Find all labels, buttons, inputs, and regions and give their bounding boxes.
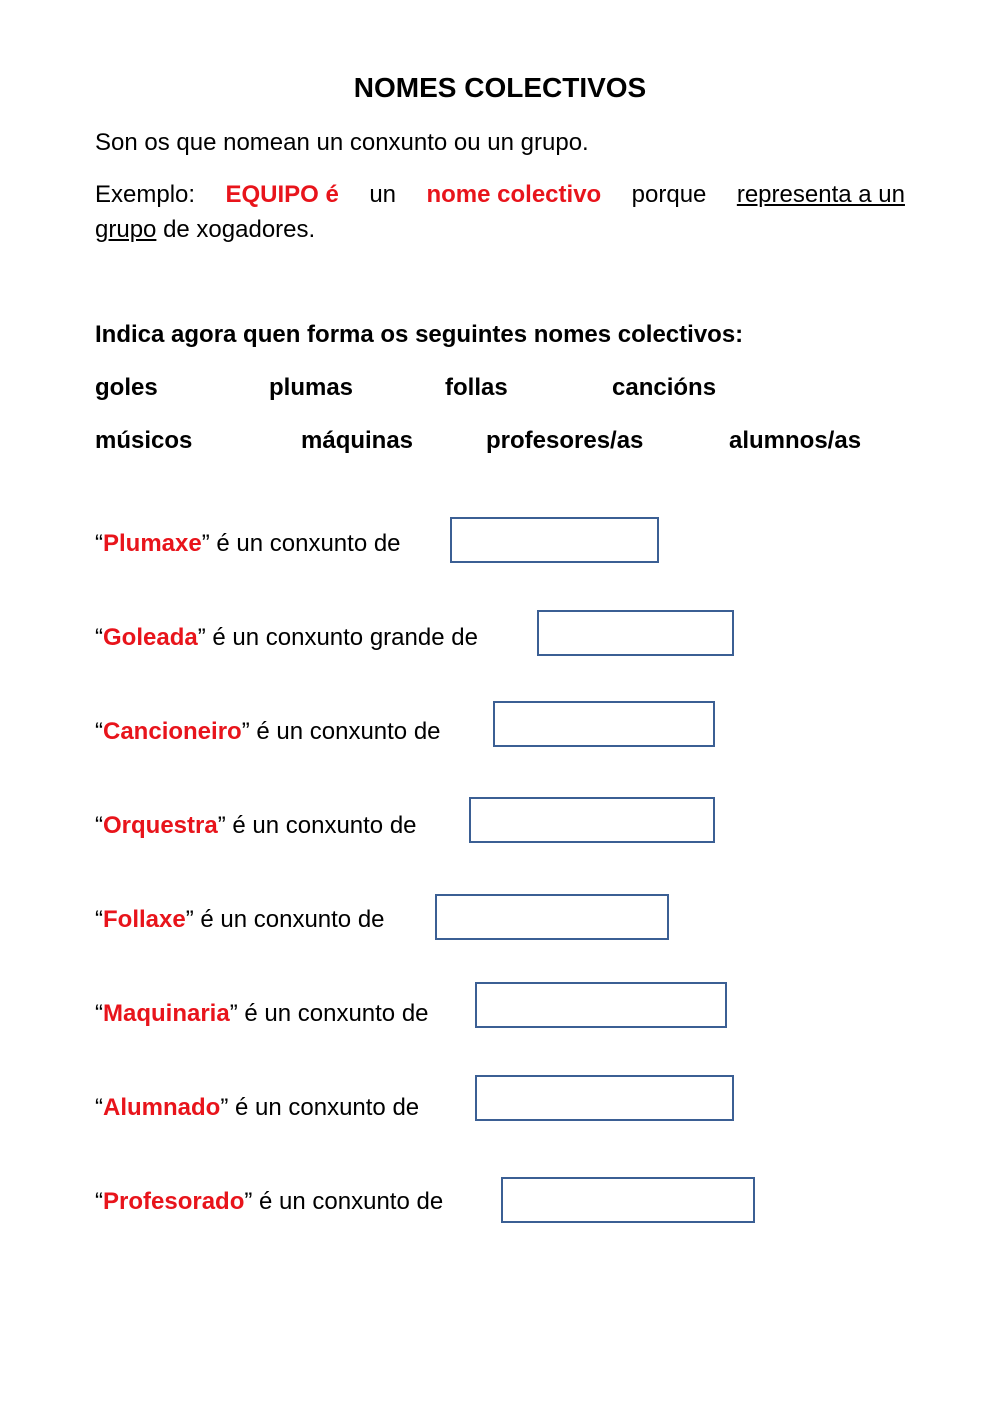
exercise-alumnado: “Alumnado” é un conxunto de — [95, 1094, 420, 1121]
example-word: EQUIPO é — [225, 181, 339, 208]
collective-noun: Follaxe — [103, 906, 186, 933]
answer-input-plumaxe[interactable] — [450, 517, 659, 563]
exercise-goleada: “Goleada” é un conxunto grande de — [95, 624, 478, 651]
word-bank-item: follas — [445, 374, 508, 401]
answer-input-goleada[interactable] — [537, 610, 734, 656]
answer-input-follaxe[interactable] — [435, 894, 669, 940]
example-term: nome colectivo — [426, 181, 602, 208]
page-title: NOMES COLECTIVOS — [353, 72, 647, 103]
instruction-text: Indica agora quen forma os seguintes nomes colectivos: — [95, 321, 744, 348]
collective-noun: Maquinaria — [103, 1000, 230, 1027]
example-underlined-2: grupo — [95, 216, 157, 243]
collective-noun: Goleada — [103, 624, 198, 651]
example-underlined-1: representa a un — [736, 181, 905, 208]
example-end: de xogadores. — [163, 216, 316, 243]
example-mid: porque — [631, 181, 707, 208]
answer-input-maquinaria[interactable] — [475, 982, 727, 1028]
exercise-cancioneiro: “Cancioneiro” é un conxunto de — [95, 718, 441, 745]
collective-noun: Profesorado — [103, 1188, 245, 1215]
word-bank-item: goles — [95, 374, 158, 401]
word-bank-item: plumas — [269, 374, 354, 401]
answer-input-orquestra[interactable] — [469, 797, 715, 843]
answer-input-cancioneiro[interactable] — [493, 701, 715, 747]
answer-input-alumnado[interactable] — [475, 1075, 734, 1121]
word-bank-item: profesores/as — [486, 427, 644, 454]
collective-noun: Alumnado — [103, 1094, 221, 1121]
example-line-1 — [95, 181, 905, 209]
collective-noun: Orquestra — [103, 812, 218, 839]
exercise-orquestra: “Orquestra” é un conxunto de — [95, 812, 417, 839]
example-line-2 — [95, 216, 315, 244]
example-connector: un — [369, 181, 397, 208]
answer-input-profesorado[interactable] — [501, 1177, 755, 1223]
word-bank-item: máquinas — [301, 427, 414, 454]
collective-noun: Plumaxe — [103, 530, 202, 557]
exercise-plumaxe: “Plumaxe” é un conxunto de — [95, 530, 401, 557]
example-label: Exemplo: — [95, 181, 196, 208]
word-bank-item: alumnos/as — [729, 427, 862, 454]
definition-text: Son os que nomean un conxunto ou un grupo. — [95, 129, 589, 156]
word-bank-row-1 — [0, 374, 1000, 404]
exercise-maquinaria: “Maquinaria” é un conxunto de — [95, 1000, 429, 1027]
collective-noun: Cancioneiro — [103, 718, 242, 745]
exercise-profesorado: “Profesorado” é un conxunto de — [95, 1188, 444, 1215]
word-bank-item: cancións — [612, 374, 717, 401]
word-bank-row-2 — [0, 427, 1000, 457]
word-bank-item: músicos — [95, 427, 193, 454]
exercise-follaxe: “Follaxe” é un conxunto de — [95, 906, 385, 933]
